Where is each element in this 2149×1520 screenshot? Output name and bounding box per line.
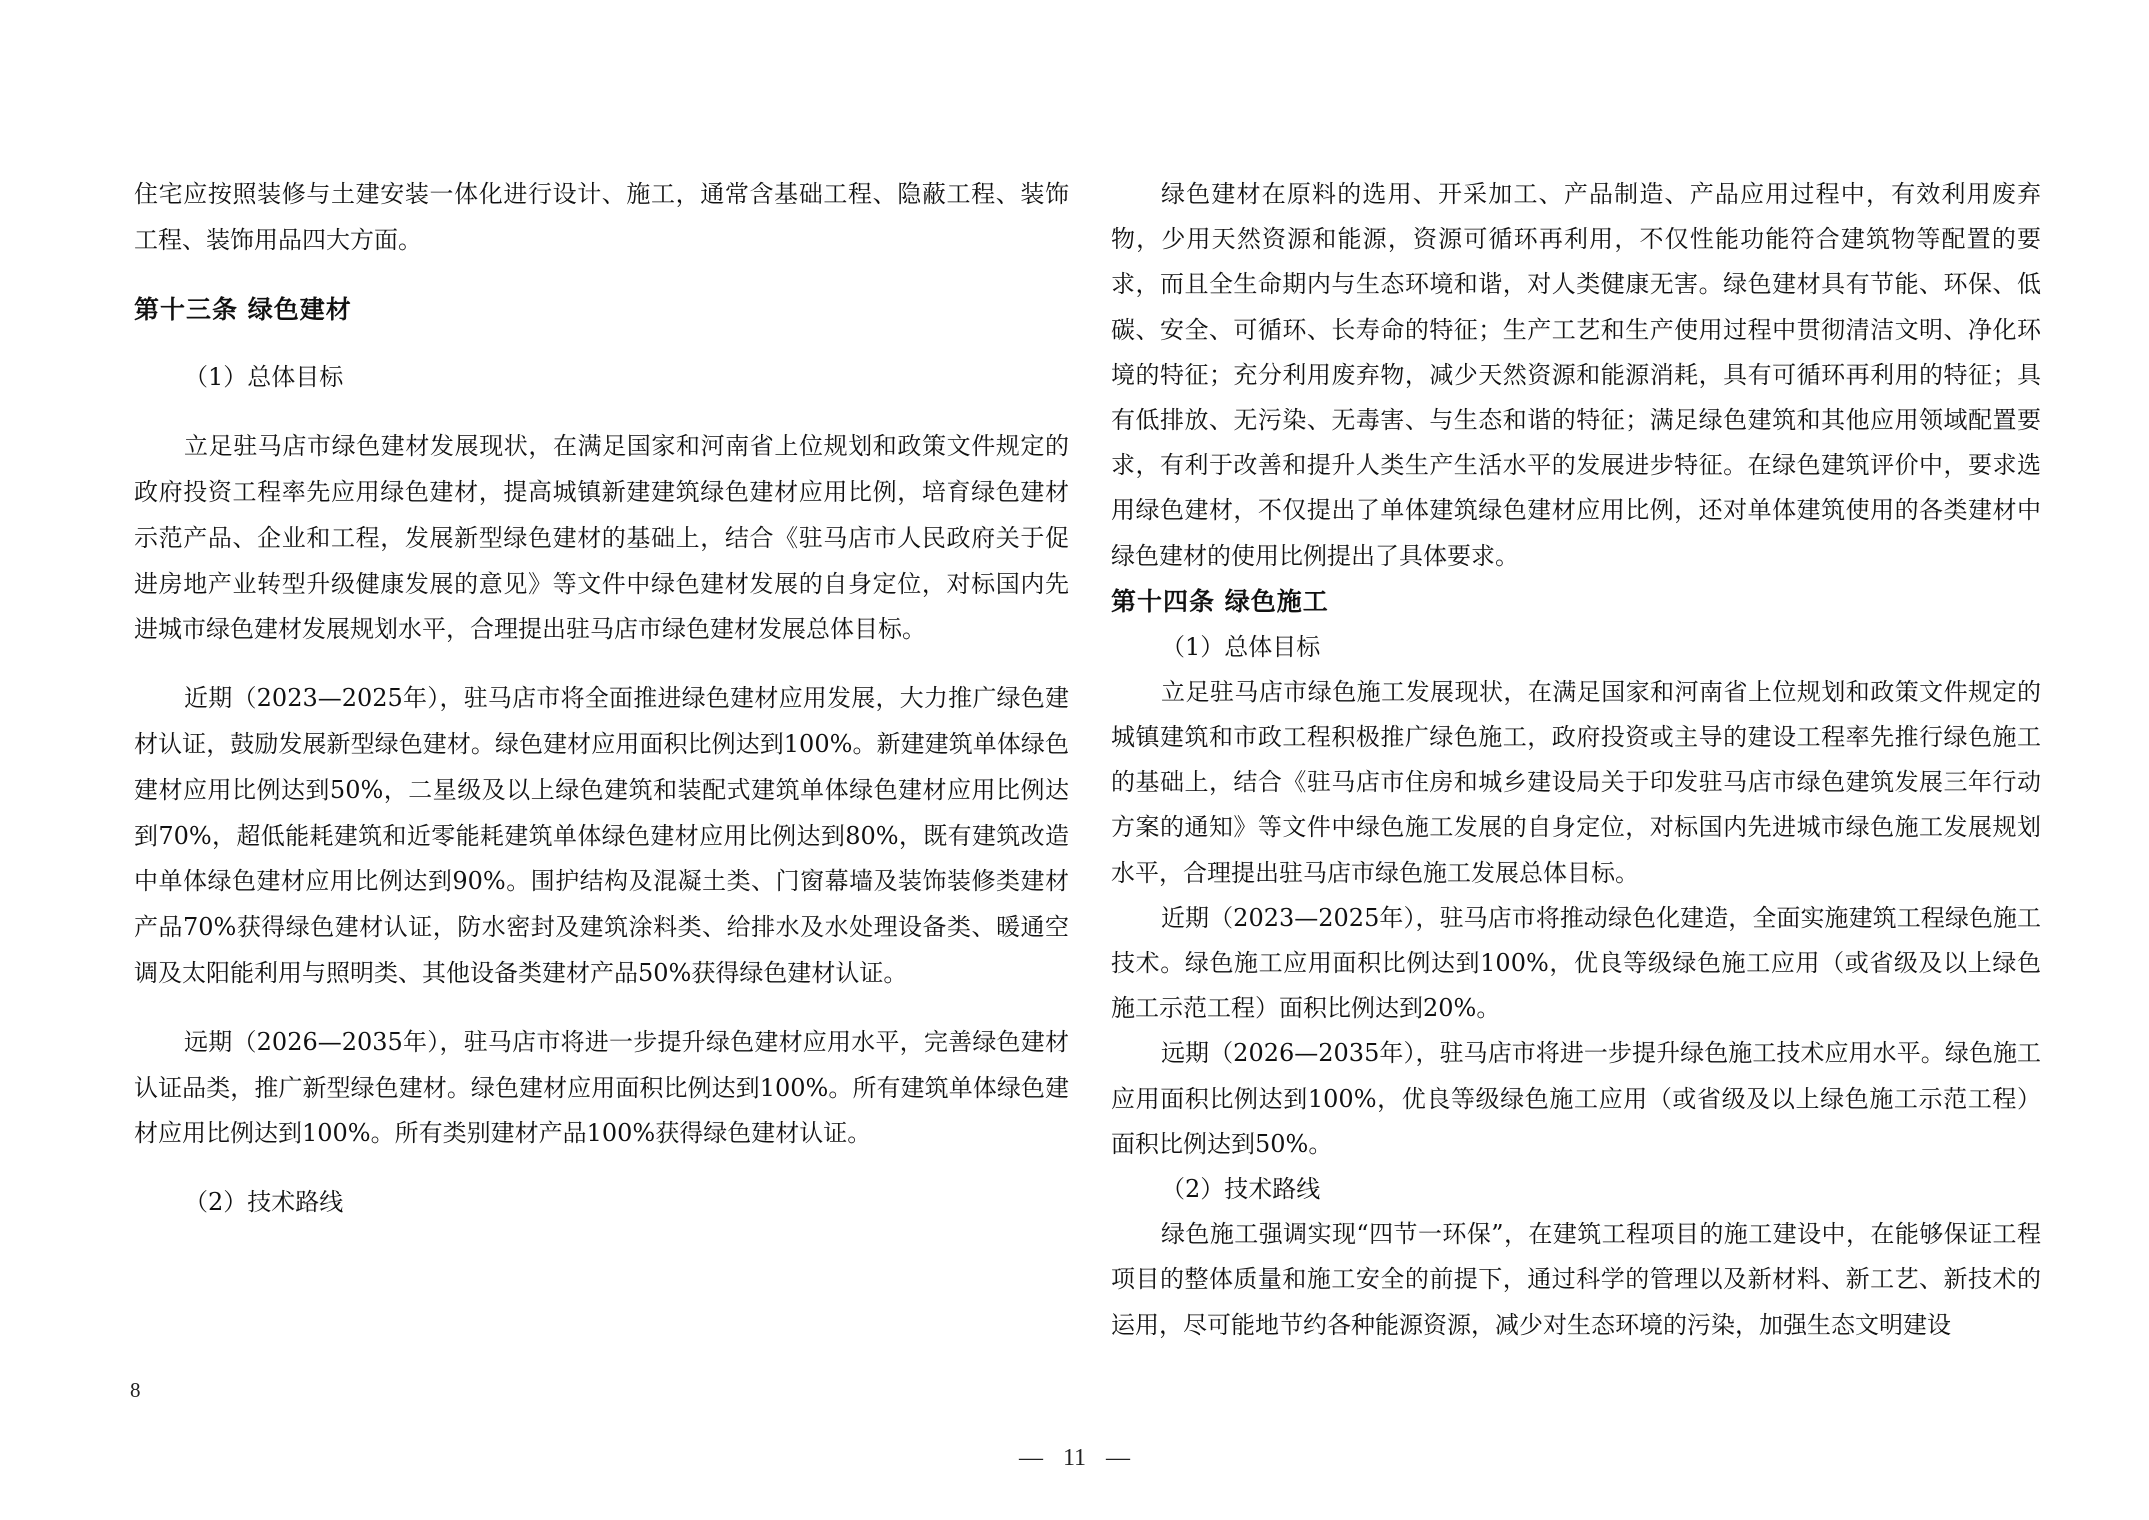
paragraph: 住宅应按照装修与土建安装一体化进行设计、施工，通常含基础工程、隐蔽工程、装饰工程、装饰用品四大方面。 — [134, 180, 1069, 254]
subheading: （2）技术路线 — [1161, 1175, 1321, 1204]
subheading: （1）总体目标 — [1161, 632, 1321, 661]
section-heading: 第十四条 绿色施工 — [1111, 586, 1329, 616]
right-column — [1111, 172, 2041, 1348]
paragraph: 近期（2023—2025年），驻马店市将推动绿色化建造，全面实施建筑工程绿色施工技术。绿色施工应用面积比例达到100%，优良等级绿色施工应用（或省级及以上绿色施工示范工程）面积比例达到20%。 — [1111, 903, 2041, 1023]
page-footer — [0, 1445, 2149, 1472]
subheading: （2）技术路线 — [184, 1188, 344, 1217]
section-heading: 第十三条 绿色建材 — [134, 294, 352, 324]
paragraph: 远期（2026—2035年），驻马店市将进一步提升绿色建材应用水平，完善绿色建材认证品类，推广新型绿色建材。绿色建材应用面积比例达到100%。所有建筑单体绿色建材应用比例达到100%。所有类别建材产品100%获得绿色建材认证。 — [134, 1027, 1069, 1148]
paragraph: 绿色建材在原料的选用、开采加工、产品制造、产品应用过程中，有效利用废弃物，少用天然资源和能源，资源可循环再利用，不仅性能功能符合建筑物等配置的要求，而且全生命期内与生态环境和谐，对人类健康无害。绿色建材具有节能、环保、低碳、安全、可循环、长寿命的特征；生产工艺和生产使用过程中贯彻清洁文明、净化环境的特征；充分利用废弃物，减少天然资源和能源消耗，具有可循环再利用的特征；具有低排放、无污染、无毒害、与生态和谐的特征；满足绿色建筑和其他应用领域配置要求，有利于改善和提升人类生产生活水平的发展进步特征。在绿色建筑评价中，要求选用绿色建材，不仅提出了单体建筑绿色建材应用比例，还对单体建筑使用的各类建材中绿色建材的使用比例提出了具体要求。 — [1111, 180, 2041, 570]
footer-dash: — — [1106, 1445, 1131, 1471]
left-page-number: 8 — [130, 1378, 141, 1402]
paragraph: 立足驻马店市绿色施工发展现状，在满足国家和河南省上位规划和政策文件规定的城镇建筑和市政工程积极推广绿色施工，政府投资或主导的建设工程率先推行绿色施工的基础上，结合《驻马店市住房和城乡建设局关于印发驻马店市绿色建筑发展三年行动方案的通知》等文件中绿色施工发展的自身定位，对标国内先进城市绿色施工发展规划水平，合理提出驻马店市绿色施工发展总体目标。 — [1111, 677, 2041, 887]
footer-dash: — — [1018, 1445, 1043, 1471]
subheading: （1）总体目标 — [184, 363, 344, 392]
page-number: 11 — [1062, 1445, 1087, 1471]
paragraph: 远期（2026—2035年），驻马店市将进一步提升绿色施工技术应用水平。绿色施工应用面积比例达到100%，优良等级绿色施工应用（或省级及以上绿色施工示范工程）面积比例达到50%。 — [1111, 1039, 2041, 1158]
paragraph: 近期（2023—2025年），驻马店市将全面推进绿色建材应用发展，大力推广绿色建材认证，鼓励发展新型绿色建材。绿色建材应用面积比例达到100%。新建建筑单体绿色建材应用比例达到50%，二星级及以上绿色建筑和装配式建筑单体绿色建材应用比例达到70%，超低能耗建筑和近零能耗建筑单体绿色建材应用比例达到80%，既有建筑改造中单体绿色建材应用比例达到90%。围护结构及混凝土类、门窗幕墙及装饰装修类建材产品70%获得绿色建材认证，防水密封及建筑涂料类、给排水及水处理设备类、暖通空调及太阳能利用与照明类、其他设备类建材产品50%获得绿色建材认证。 — [134, 684, 1069, 987]
paragraph: 立足驻马店市绿色建材发展现状，在满足国家和河南省上位规划和政策文件规定的政府投资工程率先应用绿色建材，提高城镇新建建筑绿色建材应用比例，培育绿色建材示范产品、企业和工程，发展新型绿色建材的基础上，结合《驻马店市人民政府关于促进房地产业转型升级健康发展的意见》等文件中绿色建材发展的自身定位，对标国内先进城市绿色建材发展规划水平，合理提出驻马店市绿色建材发展总体目标。 — [134, 432, 1069, 644]
paragraph: 绿色施工强调实现“四节一环保”，在建筑工程项目的施工建设中，在能够保证工程项目的整体质量和施工安全的前提下，通过科学的管理以及新材料、新工艺、新技术的运用，尽可能地节约各种能源资源，减少对生态环境的污染，加强生态文明建设 — [1111, 1220, 2041, 1339]
left-column — [134, 172, 1069, 1226]
